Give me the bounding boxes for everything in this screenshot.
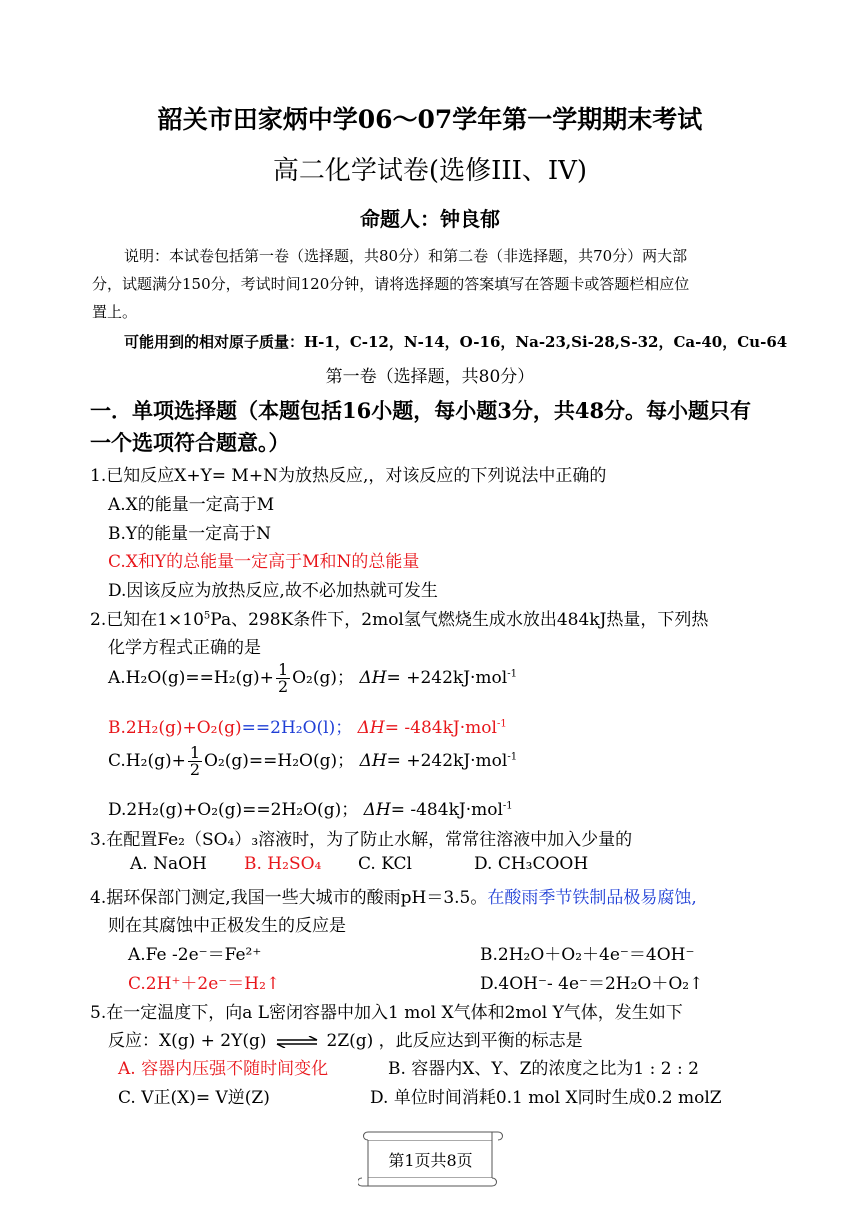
q2-b-unit: kJ·mol <box>442 718 497 738</box>
q2-c-value: +242 <box>406 751 454 771</box>
q4-option-c: C.2H⁺＋2e⁻＝H₂↑ <box>128 974 281 994</box>
q2-d-unit-exp: -1 <box>502 800 513 812</box>
q5-stem-text-b: 2Z(g) ，此反应达到平衡的标志是 <box>326 1031 583 1051</box>
q4-option-b: B.2H₂O＋O₂＋4e⁻＝4OH⁻ <box>480 945 695 965</box>
q5-option-a: A. 容器内压强不随时间变化 <box>118 1059 329 1079</box>
q2-c-lhs: C.H₂(g)+ <box>108 751 186 771</box>
q2-a-unit-exp: -1 <box>507 668 517 680</box>
q4-option-a: A.Fe -2e⁻＝Fe²⁺ <box>128 945 262 965</box>
equilibrium-arrow-icon <box>275 1036 319 1048</box>
q2-c-unit: kJ·mol <box>453 751 508 771</box>
q3-option-d: D. CH₃COOH <box>474 854 589 874</box>
section1-heading-line1: 一．单项选择题（本题包括16小题，每小题3分，共48分。每小题只有 <box>90 398 752 423</box>
q2-stem-exponent: 5 <box>203 610 211 622</box>
q2-c-dh: ΔH= <box>359 751 401 771</box>
instructions-line-1: 说明：本试卷包括第一卷（选择题，共80分）和第二卷（非选择题，共70分）两大部 <box>124 247 688 265</box>
fraction-denominator: 2 <box>277 677 289 696</box>
q2-d-value: -484 <box>410 800 449 820</box>
q1-option-c: C.X和Y的总能量一定高于M和N的总能量 <box>108 552 420 572</box>
exam-author: 命题人：钟良郁 <box>360 207 500 231</box>
q2-a-value: +242 <box>406 668 453 688</box>
q3-stem: 3.在配置Fe₂（SO₄）₃溶液时，为了防止水解，常常往溶液中加入少量的 <box>90 830 633 850</box>
q3-option-b: B. H₂SO₄ <box>244 854 322 874</box>
part1-heading: 第一卷（选择题，共80分） <box>325 367 535 387</box>
q2-c-unit-exp: -1 <box>507 751 518 763</box>
q2-option-c <box>108 745 517 778</box>
q2-d-lhs: D.2H₂(g)+O₂(g)==2H₂O(g)； <box>108 800 359 820</box>
q2-b-unit-exp: -1 <box>496 718 507 730</box>
q2-b-dh: ΔH= <box>357 718 400 738</box>
section1-heading-line2: 一个选项符合题意。） <box>90 430 290 455</box>
q2-stem-line1 <box>90 605 708 630</box>
q2-option-b <box>108 713 507 738</box>
q2-stem-text-b: Pa、298K条件下，2mol氢气燃烧生成水放出484kJ热量，下列热 <box>210 610 709 630</box>
q2-option-a <box>108 662 517 695</box>
q1-option-a: A.X的能量一定高于M <box>108 495 275 515</box>
q2-d-unit: kJ·mol <box>448 800 503 820</box>
q2-a-lhs: A.H₂O(g)==H₂(g)+ <box>108 668 274 688</box>
q1-option-d: D.因该反应为放热反应,故不必加热就可发生 <box>108 581 438 601</box>
page-number-scroll <box>358 1128 503 1192</box>
q4-stem-line1 <box>90 883 697 908</box>
q4-stem-highlight: 在酸雨季节铁制品极易腐蚀, <box>487 888 697 908</box>
page-number: 第1页共8页 <box>388 1151 473 1170</box>
fraction-numerator: 1 <box>189 743 201 762</box>
exam-title: 韶关市田家炳中学06～07学年第一学期期末考试 <box>157 105 703 134</box>
q2-stem-text-a: 2.已知在1×10 <box>90 610 204 630</box>
q5-stem-text-a: 反应：X(g) + 2Y(g) <box>108 1031 267 1051</box>
one-half-fraction <box>188 745 202 778</box>
q4-stem-line2: 则在其腐蚀中正极发生的反应是 <box>108 916 346 936</box>
q2-b-value: -484 <box>404 718 443 738</box>
q2-a-dh: ΔH= <box>359 668 401 688</box>
fraction-denominator: 2 <box>189 760 201 779</box>
q2-a-rhs: O₂(g)； <box>292 668 355 688</box>
q5-option-b: B. 容器内X、Y、Z的浓度之比为1 : 2 : 2 <box>388 1059 699 1079</box>
instructions-line-3: 置上。 <box>92 303 138 321</box>
instructions-line-2: 分，试题满分150分，考试时间120分钟，请将选择题的答案填写在答题卡或答题栏相应位 <box>92 275 690 293</box>
q2-option-d <box>108 795 513 820</box>
q5-stem-line1: 5.在一定温度下，向a L密闭容器中加入1 mol X气体和2mol Y气体，发生如下 <box>90 1003 683 1023</box>
q1-stem: 1.已知反应X+Y= M+N为放热反应,，对该反应的下列说法中正确的 <box>90 466 607 486</box>
q2-b-mid: ==2H₂O(l)； <box>241 718 353 738</box>
exam-subtitle: 高二化学试卷(选修III、IV) <box>272 156 588 186</box>
q2-b-lhs: B.2H₂(g)+O₂(g) <box>108 718 242 738</box>
q3-option-c: C. KCl <box>358 854 412 874</box>
atomic-masses: 可能用到的相对原子质量：H-1，C-12，N-14，O-16，Na-23,Si-28,S-32，Ca-40，Cu-64 <box>124 333 788 351</box>
q5-stem-line2 <box>108 1026 583 1051</box>
one-half-fraction <box>276 662 290 695</box>
q3-option-a: A. NaOH <box>130 854 207 874</box>
q2-a-unit: kJ·mol <box>452 668 508 688</box>
q2-c-rhs: O₂(g)==H₂O(g)； <box>204 751 355 771</box>
q2-stem-line2: 化学方程式正确的是 <box>108 638 261 658</box>
q1-option-b: B.Y的能量一定高于N <box>108 524 271 544</box>
q5-option-c: C. V正(X)= V逆(Z) <box>118 1088 270 1108</box>
q4-stem-text: 4.据环保部门测定,我国一些大城市的酸雨pH＝3.5。 <box>90 888 488 908</box>
fraction-numerator: 1 <box>277 660 289 679</box>
q4-option-d: D.4OH⁻- 4e⁻＝2H₂O＋O₂↑ <box>480 974 704 994</box>
q2-d-dh: ΔH= <box>363 800 405 820</box>
q5-option-d: D. 单位时间消耗0.1 mol X同时生成0.2 molZ <box>370 1088 722 1108</box>
